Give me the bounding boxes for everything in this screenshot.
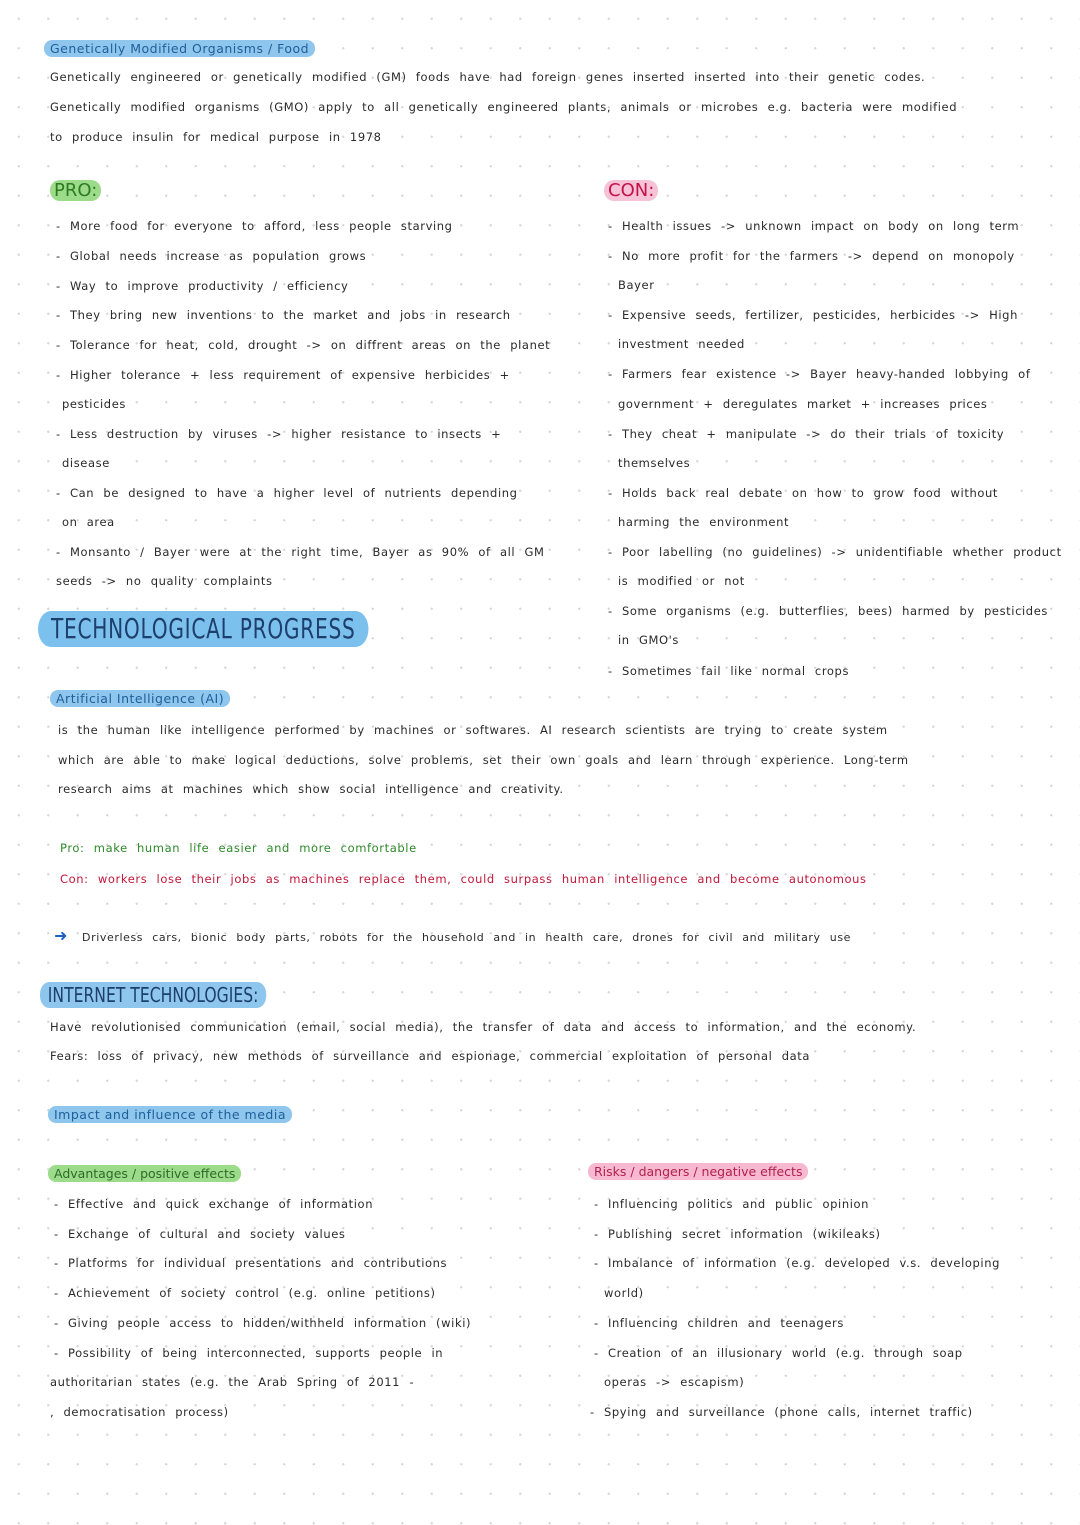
gmo-pro-line: - They bring new inventions to the market and jobs in research [56, 308, 511, 322]
gmo-con-line: - Sometimes fail like normal crops [608, 664, 850, 678]
gmo-pro-line: - Can be designed to have a higher level of nutrients depending [56, 486, 518, 500]
gmo-pro-line: pesticides [62, 397, 126, 411]
tech-title: TECHNOLOGICAL PROGRESS [38, 611, 368, 647]
gmo-pro-line: - Monsanto / Bayer were at the right time, Bayer as 90% of all GM [56, 545, 545, 559]
risk-line: - Creation of an illusionary world (e.g. through soap [594, 1346, 963, 1360]
gmo-pro-line: on area [62, 515, 115, 529]
risk-line: - Influencing politics and public opinion [594, 1197, 870, 1211]
advantage-line: authoritarian states (e.g. the Arab Spring of 2011 - [50, 1375, 415, 1389]
gmo-con-line: - Health issues -> unknown impact on body on long term [608, 219, 1020, 233]
gmo-pro-line: - Tolerance for heat, cold, drought -> on diffrent areas on the planet [56, 338, 551, 352]
advantage-line: - Giving people access to hidden/withheld information (wiki) [54, 1316, 472, 1330]
gmo-pro-line: - Higher tolerance + less requirement of expensive herbicides + [56, 368, 510, 382]
risk-line: - Imbalance of information (e.g. developed v.s. developing [594, 1256, 1000, 1270]
gmo-con-line: - No more profit for the farmers -> depend on monopoly [608, 249, 1015, 263]
gmo-con-line: - Some organisms (e.g. butterflies, bees) harmed by pesticides [608, 604, 1048, 618]
gmo-con-line: - They cheat + manipulate -> do their trials of toxicity [608, 427, 1005, 441]
gmo-pro-line: seeds -> no quality complaints [56, 574, 273, 588]
risk-line: - Spying and surveillance (phone calls, internet traffic) [590, 1405, 973, 1419]
ai-title: Artificial Intelligence (AI) [50, 690, 230, 707]
risk-line: - Influencing children and teenagers [594, 1316, 844, 1330]
gmo-con-line: - Farmers fear existence -> Bayer heavy-handed lobbying of [608, 367, 1031, 381]
advantage-line: - Exchange of cultural and society values [54, 1227, 346, 1241]
arrow-right-icon: ➜ [54, 926, 68, 945]
gmo-pro-line: disease [62, 456, 110, 470]
ai-line-2: which are able to make logical deductions, solve problems, set their own goals and learn through experience. Long-term [58, 753, 909, 767]
gmo-con-line: in GMO's [618, 633, 679, 647]
advantage-line: - Effective and quick exchange of information [54, 1197, 374, 1211]
gmo-pro-heading: PRO: [50, 180, 101, 201]
gmo-con-line: - Poor labelling (no guidelines) -> unidentifiable whether product [608, 545, 1062, 559]
gmo-pro-line: - More food for everyone to afford, less people starving [56, 219, 453, 233]
ai-examples-line: Driverless cars, bionic body parts, robots for the household and in health care, drones for civil and military use [82, 931, 852, 944]
gmo-con-line: harming the environment [618, 515, 790, 529]
gmo-con-line: themselves [618, 456, 691, 470]
risk-line: world) [604, 1286, 644, 1300]
advantages-title: Advantages / positive effects [48, 1165, 241, 1182]
gmo-pro-line: - Way to improve productivity / efficiency [56, 279, 349, 293]
advantage-line: - Possibility of being interconnected, supports people in [54, 1346, 444, 1360]
gmo-intro-line-2: Genetically modified organisms (GMO) apply to all genetically engineered plants, animals or microbes e.g. bacteria were modified [50, 100, 958, 114]
gmo-con-line: is modified or not [618, 574, 745, 588]
ai-line-1: is the human like intelligence performed by machines or softwares. AI research scientists are trying to create system [58, 723, 888, 737]
ai-pro-line: Pro: make human life easier and more comfortable [60, 841, 417, 855]
risk-line: operas -> escapism) [604, 1375, 745, 1389]
gmo-intro-line-1: Genetically engineered or genetically modified (GM) foods have had foreign genes inserted inserted into their genetic codes. [50, 70, 926, 84]
gmo-pro-line: - Global needs increase as population grows [56, 249, 367, 263]
risks-title: Risks / dangers / negative effects [588, 1163, 808, 1180]
internet-line-1: Have revolutionised communication (email, social media), the transfer of data and access to information, and the economy. [50, 1020, 917, 1034]
gmo-con-line: investment needed [618, 337, 745, 351]
gmo-intro-line-3: to produce insulin for medical purpose in 1978 [50, 130, 382, 144]
risk-line: - Publishing secret information (wikileaks) [594, 1227, 881, 1241]
gmo-con-line: Bayer [618, 278, 655, 292]
advantage-line: , democratisation process) [50, 1405, 229, 1419]
gmo-con-heading: CON: [604, 180, 658, 201]
advantage-line: - Platforms for individual presentations and contributions [54, 1256, 448, 1270]
media-title: Impact and influence of the media [48, 1106, 292, 1123]
gmo-con-line: government + deregulates market + increases prices [618, 397, 988, 411]
gmo-title: Genetically Modified Organisms / Food [44, 40, 315, 57]
advantage-line: - Achievement of society control (e.g. online petitions) [54, 1286, 436, 1300]
gmo-pro-line: - Less destruction by viruses -> higher resistance to insects + [56, 427, 502, 441]
gmo-con-line: - Holds back real debate on how to grow food without [608, 486, 998, 500]
ai-line-3: research aims at machines which show social intelligence and creativity. [58, 782, 564, 796]
internet-line-2: Fears: loss of privacy, new methods of surveillance and espionage, commercial exploitation of personal data [50, 1049, 811, 1063]
ai-con-line: Con: workers lose their jobs as machines replace them, could surpass human intelligence and become autonomous [60, 872, 867, 886]
gmo-con-line: - Expensive seeds, fertilizer, pesticides, herbicides -> High [608, 308, 1018, 322]
internet-title: INTERNET TECHNOLOGIES: [40, 982, 266, 1008]
